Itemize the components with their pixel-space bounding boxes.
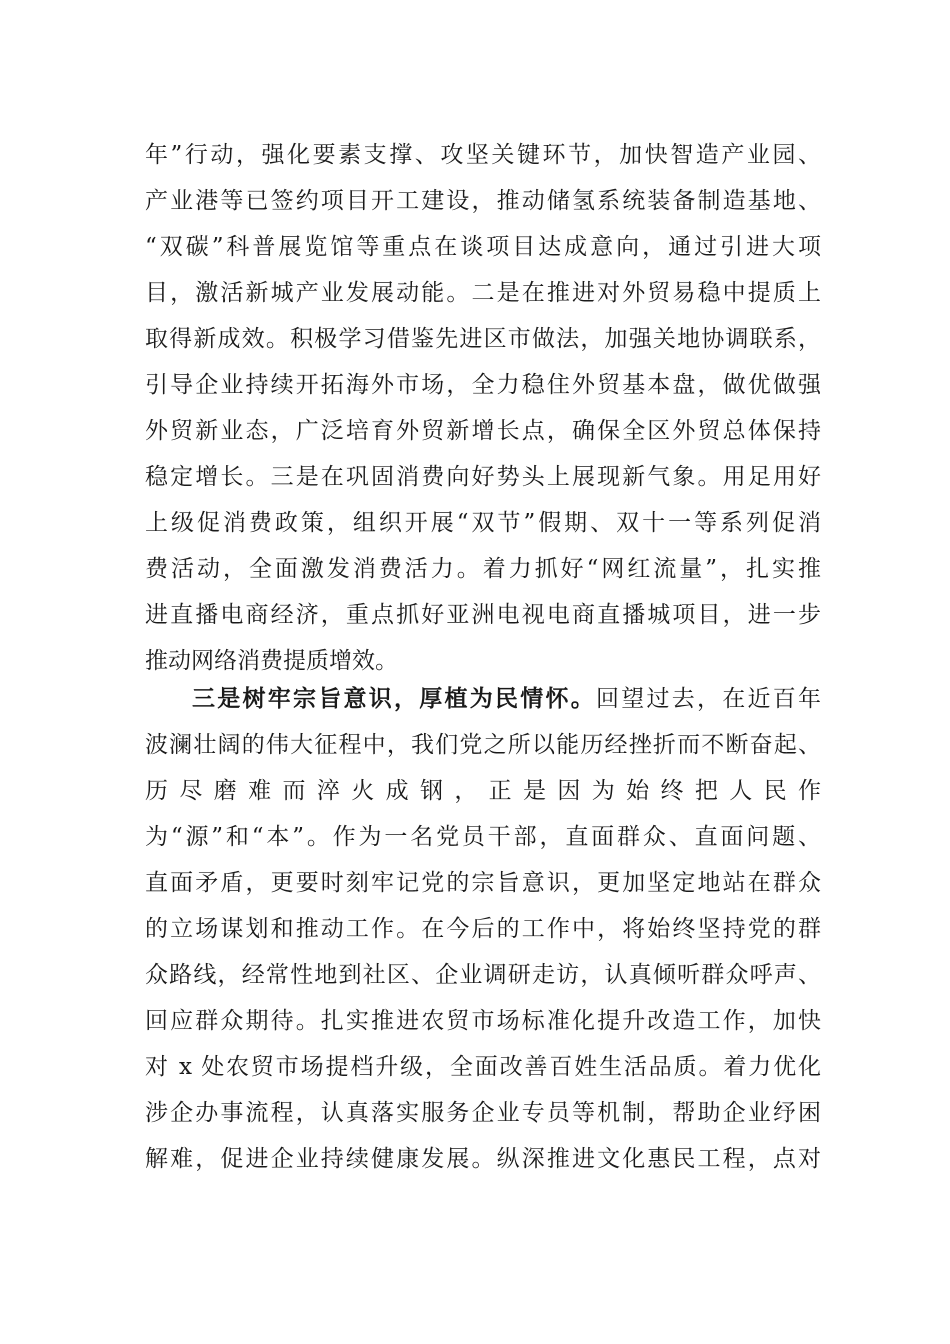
paragraph-1-line: 推动网络消费提质增效。	[145, 648, 398, 674]
paragraph-1-line: 外贸新业态，广泛培育外贸新增长点，确保全区外贸总体保持	[145, 418, 821, 444]
paragraph-1-line: 进直播电商经济，重点抓好亚洲电视电商直播城项目，进一步	[145, 602, 821, 628]
paragraph-2-line: 波澜壮阔的伟大征程中，我们党之所以能历经挫折而不断奋起、	[145, 732, 821, 758]
paragraph-1-line: 产业港等已签约项目开工建设，推动储氢系统装备制造基地、	[145, 188, 821, 214]
paragraph-1-line: 目，激活新城产业发展动能。二是在推进对外贸易稳中提质上	[145, 280, 821, 306]
paragraph-1-line: 费活动，全面激发消费活力。着力抓好“网红流量”，扎实推	[145, 556, 821, 582]
paragraph-1-line: 上级促消费政策，组织开展“双节”假期、双十一等系列促消	[145, 510, 821, 536]
paragraph-2-line: 对 x 处农贸市场提档升级，全面改善百姓生活品质。着力优化	[145, 1054, 821, 1080]
paragraph-1-line: 引导企业持续开拓海外市场，全力稳住外贸基本盘，做优做强	[145, 372, 821, 398]
paragraph-2-first-line	[192, 676, 821, 722]
paragraph-2-first-line-rest: 回望过去，在近百年	[596, 686, 821, 712]
paragraph-2-line: 解难，促进企业持续健康发展。纵深推进文化惠民工程，点对	[145, 1146, 821, 1172]
paragraph-1-line: 取得新成效。积极学习借鉴先进区市做法，加强关地协调联系，	[145, 326, 821, 352]
paragraph-1-line: 稳定增长。三是在巩固消费向好势头上展现新气象。用足用好	[145, 464, 821, 490]
paragraph-1-line: 年”行动，强化要素支撑、攻坚关键环节，加快智造产业园、	[145, 142, 821, 168]
paragraph-1-line: “双碳”科普展览馆等重点在谈项目达成意向，通过引进大项	[145, 234, 821, 260]
paragraph-2-line: 涉企办事流程，认真落实服务企业专员等机制，帮助企业纾困	[145, 1100, 821, 1126]
paragraph-2-line: 的立场谋划和推动工作。在今后的工作中，将始终坚持党的群	[145, 916, 821, 942]
paragraph-2-heading: 三是树牢宗旨意识，厚植为民情怀。	[192, 685, 596, 712]
paragraph-2-line: 历尽磨难而淬火成钢，正是因为始终把人民作	[145, 778, 821, 804]
paragraph-2-line: 为“源”和“本”。作为一名党员干部，直面群众、直面问题、	[145, 824, 821, 850]
paragraph-2-line: 直面矛盾，更要时刻牢记党的宗旨意识，更加坚定地站在群众	[145, 870, 821, 896]
paragraph-2-line: 回应群众期待。扎实推进农贸市场标准化提升改造工作，加快	[145, 1008, 821, 1034]
paragraph-2-line: 众路线，经常性地到社区、企业调研走访，认真倾听群众呼声、	[145, 962, 821, 988]
